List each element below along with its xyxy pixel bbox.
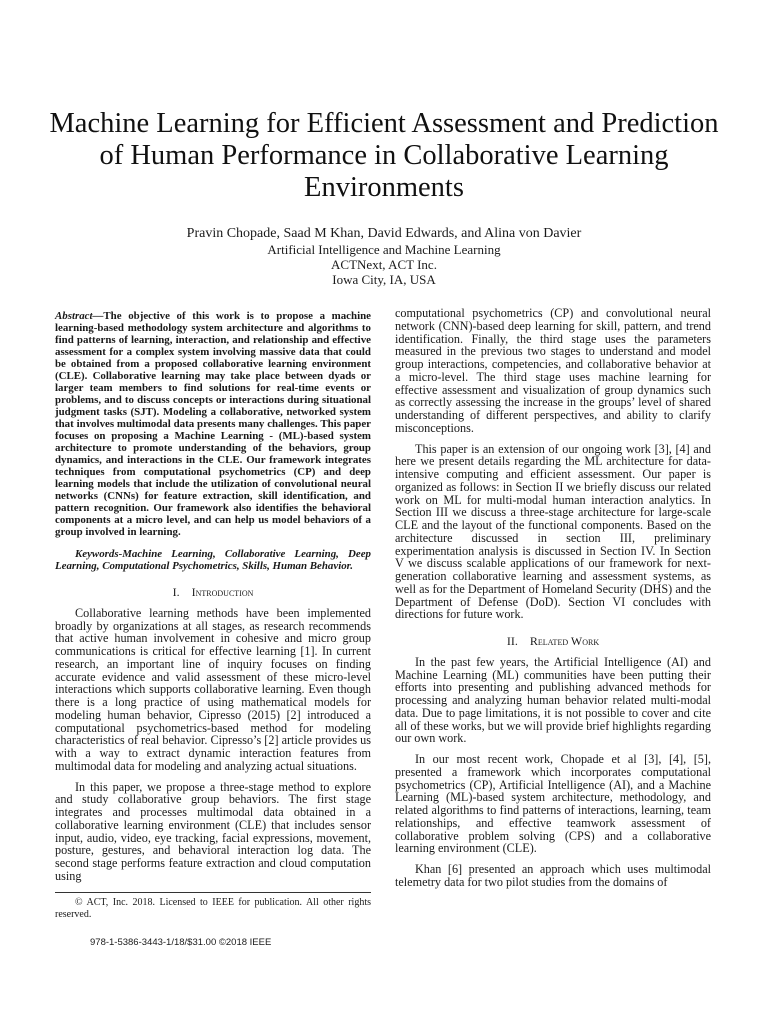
abstract-label: Abstract (55, 310, 93, 322)
footnote-divider (55, 892, 371, 893)
intro-paragraph-4: This paper is an extension of our ongoing work [3], [4] and here we present details regarding the ML architecture for data-intensive computing and efficient assessment. Our paper is organized as follows: in Section II we briefly discuss our related work on ML for multi-modal human interaction analytics. In Section III we discuss a three-stage architecture for large-scale CLE and the layout of the functional components. Based on the architecture discussed in section III, preliminary experimentation analysis is discussed in Section IV. In Section V we discuss scalable applications of our framework for next-generation collaborative learning and assessment systems, as well as for the Department of Homeland Security (DHS) and the Department of Defense (DoD). Section VI concludes with directions for future work. (395, 441, 711, 622)
section-title: Related Work (529, 634, 600, 648)
section-heading-related-work (395, 635, 711, 648)
affiliation-line-3: Iowa City, IA, USA (332, 272, 436, 287)
paper-title: Machine Learning for Efficient Assessment and Prediction of Human Performance in Collaborative Learning Environments (49, 108, 719, 203)
section-title: Introduction (191, 585, 254, 599)
intro-paragraph-1: Collaborative learning methods have been implemented broadly by organizations at all stages, as research recommends that active human involvement in cohesive and micro group communications is critical for effective learning [1]. In current research, an important line of inquiry focuses on finding accurate evidence and valid assessment of these micro-level interactions which supports collaborative learning. Even though there is a long practice of using mathematical models for modeling human behavior, Cipresso (2015) [2] introduced a computational psychometrics-based method for modeling characteristics of real behavior. Cipresso’s [2] article provides us with a way to extract dynamic interaction features from multimodal data for modeling and analyzing actual situations. (55, 605, 371, 773)
intro-paragraph-2: In this paper, we propose a three-stage method to explore and study collaborative group behaviors. The first stage integrates and processes multimodal data obtained in a collaborative learning environment (CLE) that includes sensor input, audio, video, eye tracking, facial expressions, movement, posture, gestures, and behavioral interaction log data. The second stage performs feature extraction and cloud computation using (55, 779, 371, 883)
intro-paragraph-3: computational psychometrics (CP) and convolutional neural network (CNN)-based deep learning for skill, pattern, and trend identification. Finally, the third stage uses the parameters measured in the previous two stages to understand and model group interactions, competencies, and collaborative behavior at a micro-level. The third stage uses machine learning for effective assessment and visualization of group dynamics such as correctly assessing the increase in the groups’ level of shared understanding of different perspectives, and ability to clarify misconceptions. (395, 306, 711, 435)
affiliation-line-2: ACTNext, ACT Inc. (331, 257, 437, 272)
abstract-dash: — (92, 310, 104, 322)
copyright-footnote: © ACT, Inc. 2018. Licensed to IEEE for publication. All other rights reserved. (55, 897, 371, 920)
related-paragraph-1: In the past few years, the Artificial Intelligence (AI) and Machine Learning (ML) communities have been putting their efforts into presenting and publishing advanced methods for processing and analyzing human behavior related multi-modal data. Due to page limitations, it is not possible to cover and cite all of these works, but we will provide brief highlights regarding our own work. (395, 654, 711, 746)
related-paragraph-3: Khan [6] presented an approach which uses multimodal telemetry data for two pilot studies from the domains of (395, 862, 711, 889)
right-column (395, 307, 711, 889)
abstract-text: The objective of this work is to propose a machine learning-based methodology system architecture and algorithms to find patterns of learning, interaction, and relationship and effective assessment for a complex system involving massive data that could be obtained from a proposed collaborative learning environment (CLE). Collaborative learning may take place between dyads or larger team members to find solutions for real-time events or problems, and to discuss concepts or interactions during situational judgment tasks (SJT). Modeling a collaborative, networked system that involves multimodal data presents many challenges. This paper focuses on proposing a Machine Learning - (ML)-based system architecture to promote understanding of the behaviors, group dynamics, and interactions in the CLE. Our framework integrates techniques from computational psychometrics (CP) and deep learning models that include the utilization of convolutional neural networks (CNNs) for feature extraction, skill identification, and pattern recognition. Our framework also identifies the behavioral components at a micro level, and can help us model behaviors of a group involved in learning. (55, 310, 371, 538)
left-column (55, 310, 371, 883)
isbn-line: 978-1-5386-3443-1/18/$31.00 ©2018 IEEE (90, 937, 272, 948)
abstract (55, 310, 371, 538)
section-number: II. (506, 634, 518, 648)
affiliation-line-1: Artificial Intelligence and Machine Learning (267, 242, 501, 257)
keywords: Keywords-Machine Learning, Collaborative Learning, Deep Learning, Computational Psychometrics, Skills, Human Behavior. (55, 548, 371, 572)
section-heading-introduction (55, 586, 371, 599)
section-number: I. (172, 585, 180, 599)
related-paragraph-2: In our most recent work, Chopade et al [3], [4], [5], presented a framework which incorporates computational psychometrics (CP), Artificial Intelligence (AI), and a Machine Learning (ML)-based system architecture, methodology, and related algorithms to find patterns of interactions, learning, team relationships, and effective teamwork assessment of collaborative problem solving (CPS) and a collaborative learning environment (CLE). (395, 752, 711, 856)
author-list: Pravin Chopade, Saad M Khan, David Edwards, and Alina von Davier (186, 226, 582, 241)
